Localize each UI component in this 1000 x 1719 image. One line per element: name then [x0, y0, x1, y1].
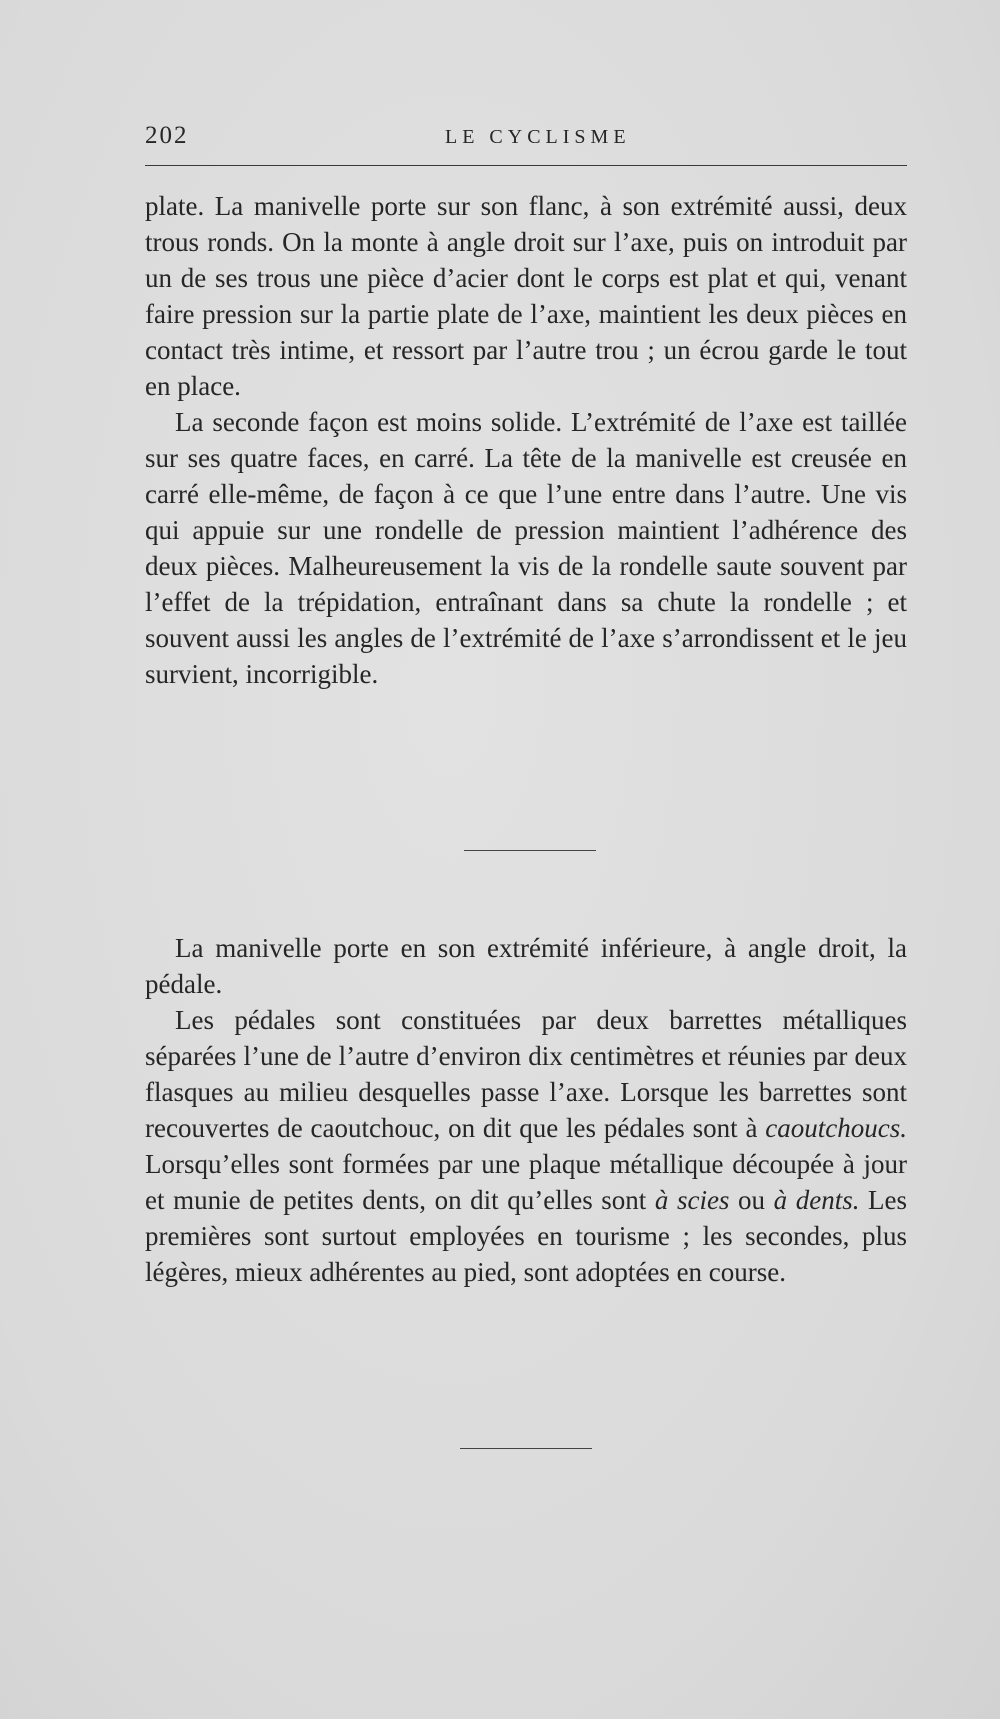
page-number: 202 [145, 122, 189, 149]
text-run: ou [729, 1185, 774, 1215]
section-separator [464, 850, 596, 851]
text-run: Lorsqu’elles sont formées par une plaque métallique découpée à jour et munie de petites dents, on dit qu’elles sont [145, 1149, 907, 1215]
running-title: LE CYCLISME [445, 126, 631, 148]
paragraph-continuation: plate. La manivelle porte sur son flanc, à son extrémité aussi, deux trous ronds. On la monte à angle droit sur l’axe, puis on introduit par un de ses trous une pièce d’acier dont le corps est plat et qui, venant faire pression sur la partie plate de l’axe, maintient les deux pièces en contact très intime, et ressort par l’autre trou ; un écrou garde le tout en place. [145, 191, 907, 401]
paragraph-pedal-description [145, 1002, 907, 1290]
section-separator [460, 1448, 592, 1449]
paragraph-pedal-intro: La manivelle porte en son extrémité inférieure, à angle droit, la pédale. [145, 933, 907, 999]
text-run: Les pédales sont constituées par deux barrettes métalliques séparées l’une de l’autre d’environ dix centimètres et réunies par deux flasques au milieu desquelles passe l’axe. Lorsque les barrettes sont recouvertes de caoutchouc, on dit que les pédales sont à [145, 1005, 907, 1143]
text-section-2 [145, 930, 907, 1290]
page-header [145, 122, 907, 152]
paragraph-second-method: La seconde façon est moins solide. L’extrémité de l’axe est taillée sur ses quatre faces, en carré. La tête de la manivelle est creusée en carré elle-même, de façon à ce que l’une entre dans l’autre. Une vis qui appuie sur une rondelle de pression maintient l’adhérence des deux pièces. Malheureusement la vis de la rondelle saute souvent par l’effet de la trépidation, entraînant dans sa chute la rondelle ; et souvent aussi les angles de l’extrémité de l’axe s’arrondissent et le jeu survient, incorrigible. [145, 407, 907, 689]
header-rule [145, 165, 907, 166]
italic-term-caoutchoucs: caoutchoucs. [765, 1113, 907, 1143]
italic-term-a-dents: à dents. [773, 1185, 860, 1215]
text-section-1 [145, 188, 907, 692]
text-run: Les premières sont surtout employées en tourisme ; les secondes, plus légères, mieux adhérentes au pied, sont adoptées en course. [145, 1185, 908, 1287]
italic-term-a-scies: à scies [654, 1185, 730, 1215]
